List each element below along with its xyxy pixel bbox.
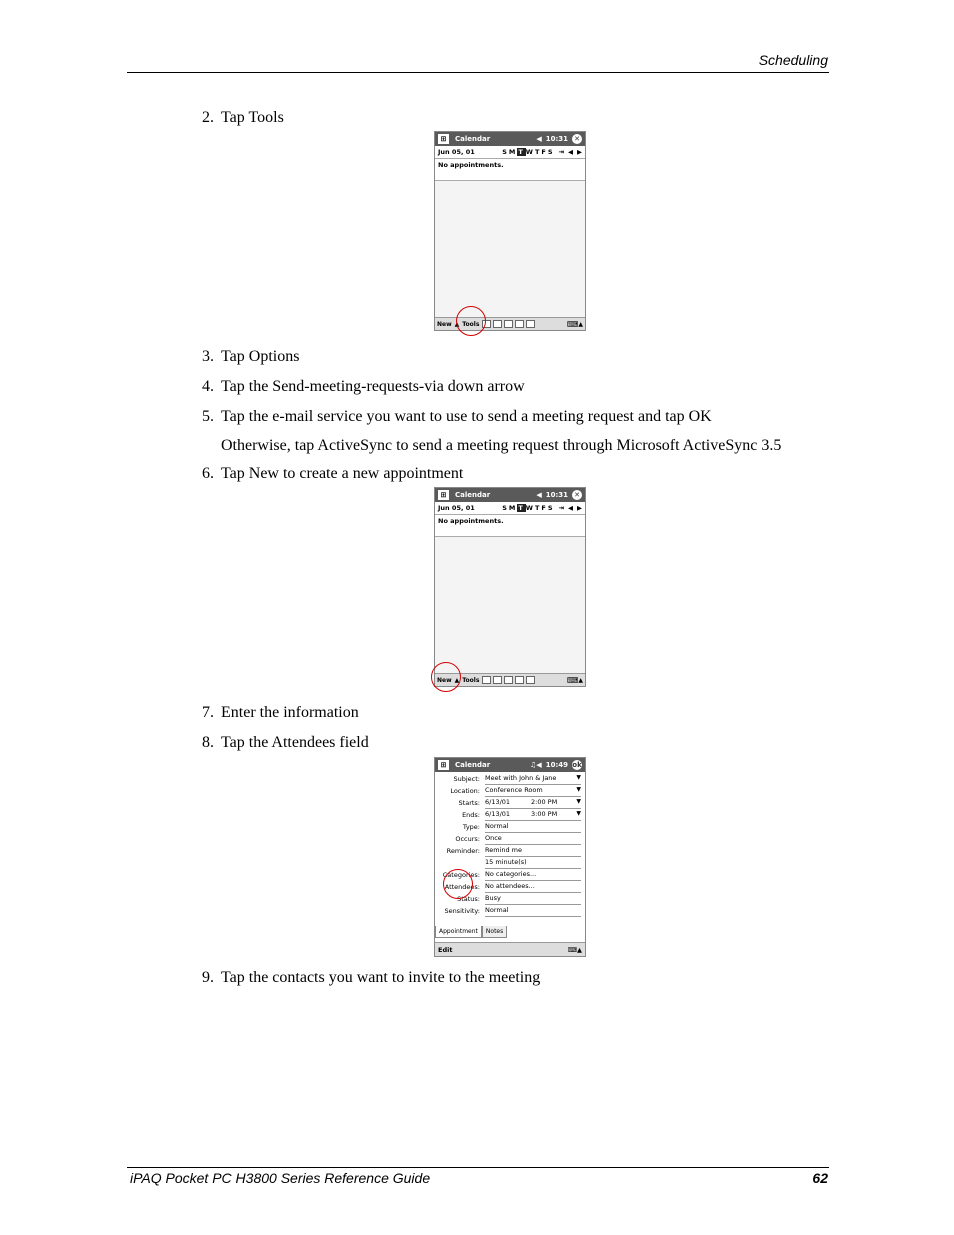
year-view-icon[interactable] (526, 676, 535, 684)
occurs-field[interactable]: Once (485, 834, 581, 845)
speaker-icon[interactable]: ♫◀ (530, 761, 542, 769)
form-row-type[interactable] (435, 821, 585, 833)
step-number: 5. (202, 408, 214, 425)
go-to-today-icon[interactable]: ⇥ (558, 148, 564, 156)
week-days (502, 148, 554, 156)
page-header-title: Scheduling (758, 52, 828, 68)
step-text: Tap New to create a new appointment (221, 465, 464, 482)
keyboard-icon[interactable]: ⌨ (567, 945, 577, 954)
speaker-icon[interactable]: ◀ (536, 135, 542, 143)
tools-arrow-icon[interactable]: ▲ (454, 676, 460, 684)
tools-menu[interactable]: Tools (462, 320, 480, 328)
form-row-sensitivity[interactable] (435, 905, 585, 917)
step-text: Tap the Attendees field (221, 734, 369, 751)
tools-highlight-circle (456, 306, 486, 336)
day-thu[interactable]: T (534, 504, 542, 512)
field-label: Categories: (442, 871, 480, 879)
starts-time-field[interactable]: 2:00 PM (531, 798, 558, 806)
day-wed[interactable]: W (525, 148, 535, 156)
status-field[interactable]: Busy (485, 894, 581, 905)
keyboard-icon[interactable]: ⌨ (566, 675, 579, 685)
appointment-screenshot (434, 757, 586, 957)
tools-arrow-icon[interactable]: ▲ (454, 320, 460, 328)
title-bar (435, 488, 585, 502)
step-7 (202, 703, 359, 723)
current-date: Jun 05, 01 (438, 148, 475, 156)
step-text: Enter the information (221, 704, 359, 721)
step-number: 9. (202, 969, 214, 986)
attendees-field[interactable]: No attendees... (485, 882, 581, 893)
step-2 (202, 108, 284, 128)
keyboard-icon[interactable]: ⌨ (566, 319, 579, 329)
footer-guide-title: iPAQ Pocket PC H3800 Series Reference Guide (130, 1170, 431, 1186)
year-view-icon[interactable] (526, 320, 535, 328)
reminder-field[interactable]: Remind me (485, 846, 581, 857)
step-text: Tap Tools (221, 109, 284, 126)
day-sat[interactable]: S (547, 504, 555, 512)
previous-arrow-icon[interactable]: ◀ (568, 148, 573, 156)
field-label: Starts: (458, 799, 480, 807)
day-fri[interactable]: F (541, 148, 548, 156)
command-bar (435, 942, 585, 956)
field-label: Attendees: (444, 883, 480, 891)
field-label: Sensitivity: (444, 907, 480, 915)
week-days (502, 504, 554, 512)
form-row-location[interactable] (435, 785, 585, 797)
step-8 (202, 733, 369, 753)
step-number: 4. (202, 378, 214, 395)
month-view-icon[interactable] (515, 676, 524, 684)
day-mon[interactable]: M (508, 504, 518, 512)
dropdown-arrow-icon[interactable]: ▼ (576, 774, 581, 781)
new-button[interactable]: New (437, 320, 452, 328)
date-bar (435, 502, 585, 515)
agenda-empty-text: No appointments. (438, 161, 504, 169)
agenda-view-icon[interactable] (482, 676, 491, 684)
new-button[interactable]: New (437, 676, 452, 684)
date-bar (435, 146, 585, 159)
day-tue[interactable]: T (518, 148, 525, 156)
start-menu-icon[interactable]: ⊞ (438, 134, 449, 144)
step-number: 7. (202, 704, 214, 721)
previous-arrow-icon[interactable]: ◀ (568, 504, 573, 512)
step-number: 8. (202, 734, 214, 751)
step-3 (202, 347, 299, 367)
dropdown-arrow-icon[interactable]: ▼ (576, 810, 581, 817)
tab-appointment[interactable]: Appointment (435, 926, 482, 938)
day-sun[interactable]: S (502, 504, 509, 512)
attendees-highlight-circle (443, 869, 473, 899)
input-arrow-icon[interactable]: ▲ (577, 945, 582, 954)
tools-menu[interactable]: Tools (462, 676, 480, 684)
step-5-note: Otherwise, tap ActiveSync to send a meeting request through Microsoft ActiveSync 3.5 (221, 437, 782, 454)
form-row-occurs[interactable] (435, 833, 585, 845)
step-text: Tap Options (221, 348, 300, 365)
day-tue[interactable]: T (518, 504, 525, 512)
reminder-time-field[interactable]: 15 minute(s) (485, 858, 581, 869)
day-view-icon[interactable] (493, 676, 502, 684)
step-number: 2. (202, 109, 214, 126)
step-text: Tap the e-mail service you want to use to send a meeting request and tap OK (221, 408, 712, 425)
day-wed[interactable]: W (525, 504, 535, 512)
form-row-subject[interactable] (435, 773, 585, 785)
calendar-screenshot-tools (434, 131, 586, 331)
app-title: Calendar (455, 491, 491, 499)
form-row-starts[interactable] (435, 797, 585, 809)
step-number: 6. (202, 465, 214, 482)
go-to-today-icon[interactable]: ⇥ (558, 504, 564, 512)
page-number: 62 (812, 1170, 828, 1186)
location-field[interactable]: Conference Room (485, 786, 581, 797)
calendar-screenshot-new (434, 487, 586, 687)
start-menu-icon[interactable]: ⊞ (438, 760, 449, 770)
day-thu[interactable]: T (534, 148, 542, 156)
next-arrow-icon[interactable]: ▶ (577, 504, 582, 512)
day-sat[interactable]: S (547, 148, 555, 156)
agenda-list[interactable] (435, 159, 585, 181)
title-bar (435, 132, 585, 146)
day-sun[interactable]: S (502, 148, 509, 156)
close-icon[interactable]: ✕ (572, 134, 582, 144)
step-4 (202, 377, 525, 397)
form-row-reminder-time[interactable] (435, 857, 585, 869)
field-label: Occurs: (455, 835, 480, 843)
day-mon[interactable]: M (508, 148, 518, 156)
day-fri[interactable]: F (541, 504, 548, 512)
clock: 10:31 (545, 135, 568, 143)
current-date: Jun 05, 01 (438, 504, 475, 512)
starts-date-field[interactable]: 6/13/01 (485, 798, 581, 809)
dropdown-arrow-icon[interactable]: ▼ (576, 798, 581, 805)
clock: 10:31 (545, 491, 568, 499)
field-label: Reminder: (446, 847, 480, 855)
header-rule (127, 72, 829, 73)
week-view-icon[interactable] (504, 320, 513, 328)
field-label: Status: (457, 895, 480, 903)
step-6 (202, 464, 463, 484)
input-arrow-icon[interactable]: ▲ (578, 676, 583, 684)
categories-field[interactable]: No categories... (485, 870, 581, 881)
step-text: Tap the contacts you want to invite to the meeting (221, 969, 541, 986)
form-tabs (435, 926, 507, 938)
new-highlight-circle (431, 662, 461, 692)
input-arrow-icon[interactable]: ▲ (578, 320, 583, 328)
app-title: Calendar (455, 761, 491, 769)
step-9 (202, 968, 540, 988)
step-text: Tap the Send-meeting-requests-via down arrow (221, 378, 525, 395)
agenda-empty-text: No appointments. (438, 517, 504, 525)
start-menu-icon[interactable]: ⊞ (438, 490, 449, 500)
field-label: Subject: (453, 775, 480, 783)
field-label: Ends: (462, 811, 480, 819)
tab-notes[interactable]: Notes (482, 926, 507, 938)
week-view-icon[interactable] (504, 676, 513, 684)
ends-time-field[interactable]: 3:00 PM (531, 810, 558, 818)
step-number: 3. (202, 348, 214, 365)
day-view-icon[interactable] (493, 320, 502, 328)
dropdown-arrow-icon[interactable]: ▼ (576, 786, 581, 793)
speaker-icon[interactable]: ◀ (536, 491, 542, 499)
footer-rule (127, 1167, 829, 1168)
sensitivity-field[interactable]: Normal (485, 906, 581, 917)
agenda-list[interactable] (435, 515, 585, 537)
field-label: Location: (450, 787, 480, 795)
next-arrow-icon[interactable]: ▶ (577, 148, 582, 156)
type-field[interactable]: Normal (485, 822, 581, 833)
form-row-reminder[interactable] (435, 845, 585, 857)
ok-button[interactable]: ok (572, 761, 582, 769)
app-title: Calendar (455, 135, 491, 143)
subject-field[interactable]: Meet with John & Jane (485, 774, 581, 785)
ends-date-field[interactable]: 6/13/01 (485, 810, 581, 821)
field-label: Type: (462, 823, 480, 831)
step-5 (202, 407, 712, 427)
close-icon[interactable]: ✕ (572, 490, 582, 500)
form-row-ends[interactable] (435, 809, 585, 821)
title-bar (435, 758, 585, 772)
edit-menu[interactable]: Edit (438, 945, 453, 954)
clock: 10:49 (545, 761, 568, 769)
month-view-icon[interactable] (515, 320, 524, 328)
